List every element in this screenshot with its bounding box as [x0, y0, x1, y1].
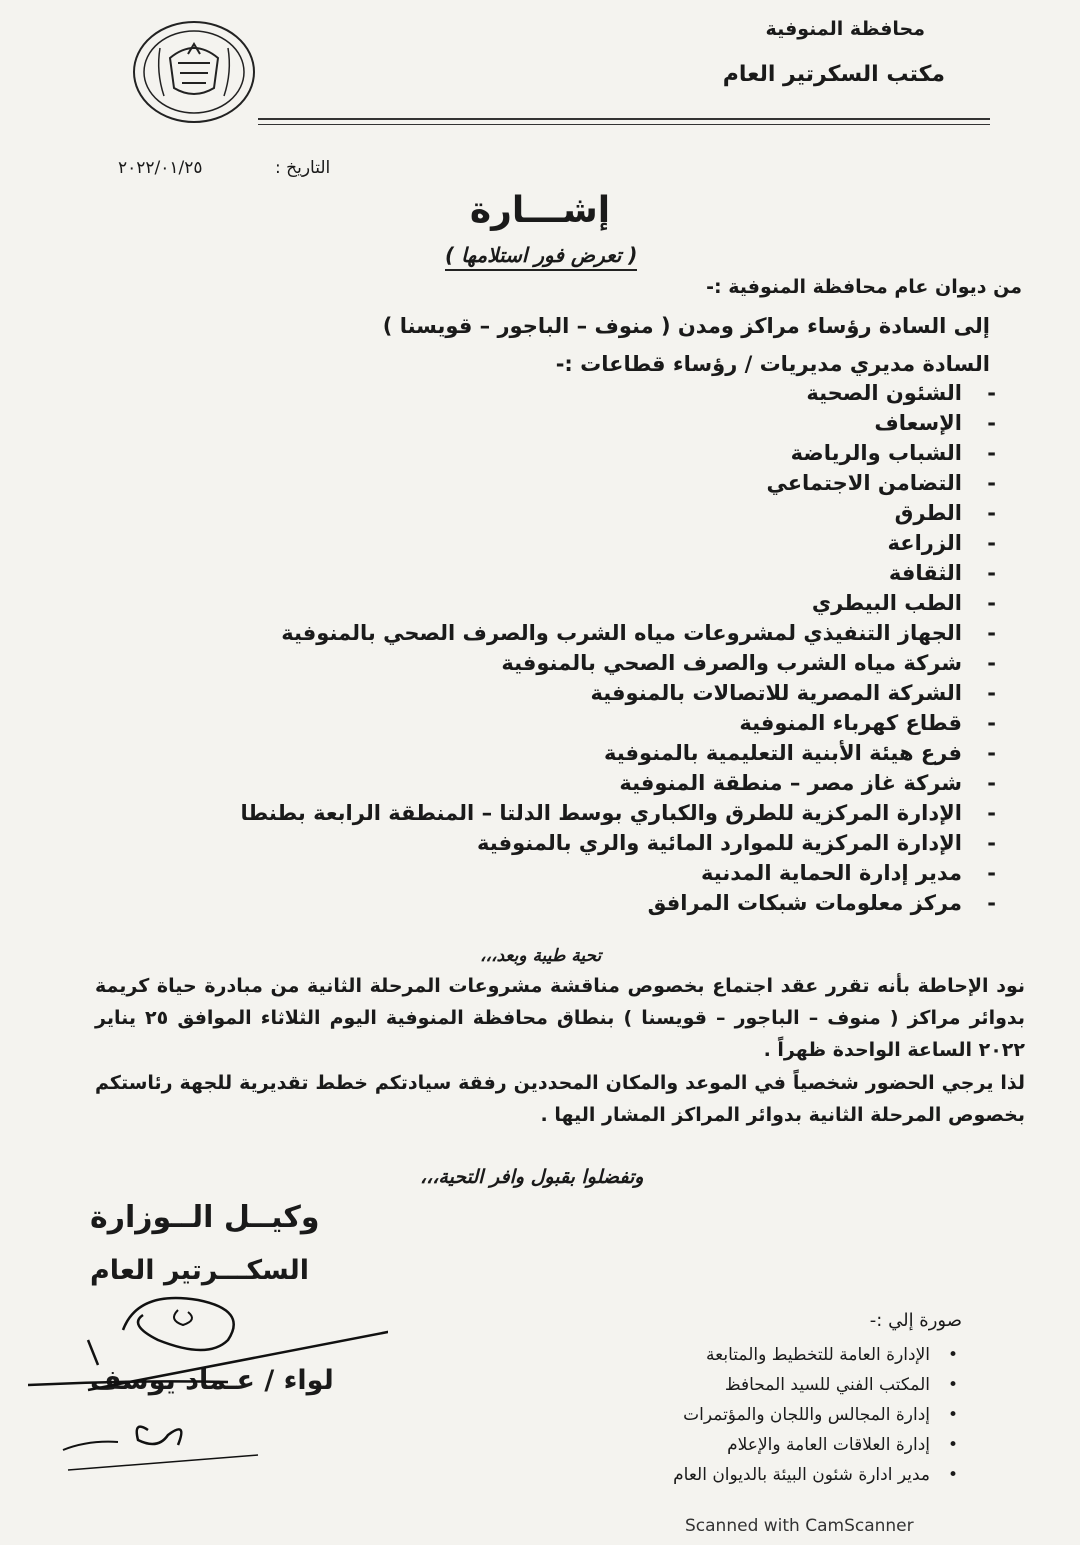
signatory-name: لواء / عـماد يوسف	[90, 1365, 334, 1396]
dash-bullet-icon: -	[987, 381, 996, 405]
date-label: التاريخ :	[275, 158, 331, 178]
list-item: - الإدارة المركزية للموارد المائية والري بالمنوفية	[241, 828, 962, 858]
list-item: - الثقافة	[241, 558, 962, 588]
bullet-icon: •	[947, 1375, 958, 1395]
dash-bullet-icon: -	[987, 681, 996, 705]
dash-bullet-icon: -	[987, 561, 996, 585]
dash-bullet-icon: -	[987, 501, 996, 525]
bullet-icon: •	[947, 1435, 958, 1455]
cc-label: صورة إلي :-	[869, 1310, 962, 1331]
dash-bullet-icon: -	[987, 801, 996, 825]
dash-bullet-icon: -	[987, 711, 996, 735]
list-item: - الشركة المصرية للاتصالات بالمنوفية	[241, 678, 962, 708]
list-item: - الإدارة المركزية للطرق والكباري بوسط الدلتا – المنطقة الرابعة بطنطا	[241, 798, 962, 828]
body-paragraph: لذا يرجي الحضور شخصياً في الموعد والمكان المحددين رفقة سيادتكم خطط تقديرية للجهة رئاستكم بخصوص المرحلة الثانية بدوائر المراكز المشار اليها .	[95, 1072, 1025, 1126]
handwritten-signature-icon	[28, 1270, 388, 1480]
list-item: - مركز معلومات شبكات المرافق	[241, 888, 962, 918]
memo-title: إشـــارة	[469, 190, 611, 231]
from-line: من ديوان عام محافظة المنوفية :-	[706, 276, 1022, 298]
dash-bullet-icon: -	[987, 621, 996, 645]
dash-bullet-icon: -	[987, 471, 996, 495]
list-item: - الزراعة	[241, 528, 962, 558]
list-item: - الطب البيطري	[241, 588, 962, 618]
bullet-icon: •	[947, 1465, 958, 1485]
governorate-seal-icon	[130, 18, 258, 126]
scanner-watermark: Scanned with CamScanner	[685, 1516, 914, 1536]
list-item: - قطاع كهرباء المنوفية	[241, 708, 962, 738]
greeting: تحية طيبة وبعد،،،	[480, 946, 602, 966]
list-item: • إدارة المجالس واللجان والمؤتمرات	[673, 1400, 930, 1430]
list-item: • المكتب الفني للسيد المحافظ	[673, 1370, 930, 1400]
list-item: - فرع هيئة الأبنية التعليمية بالمنوفية	[241, 738, 962, 768]
memo-subtitle: ( تعرض فور استلامها )	[445, 243, 637, 271]
dash-bullet-icon: -	[987, 441, 996, 465]
dash-bullet-icon: -	[987, 531, 996, 555]
header-rule-top	[258, 118, 990, 120]
to-line-directorates: السادة مديري مديريات / رؤساء قطاعات :-	[555, 352, 990, 376]
date-value: ٢٠٢٢/٠١/٢٥	[118, 158, 203, 178]
governorate-name: محافظة المنوفية	[765, 18, 925, 40]
signatory-title: وكيــل الــوزارة	[90, 1200, 320, 1235]
list-item: - الإسعاف	[241, 408, 962, 438]
list-item: • الإدارة العامة للتخطيط والمتابعة	[673, 1340, 930, 1370]
list-item: - التضامن الاجتماعي	[241, 468, 962, 498]
list-item: - الطرق	[241, 498, 962, 528]
to-line: إلى السادة رؤساء مراكز ومدن ( منوف – الباجور – قويسنا )	[382, 314, 990, 338]
body-paragraph: نود الإحاطة بأنه تقرر عقد اجتماع بخصوص مناقشة مشروعات المرحلة الثانية من مبادرة حياة كريمة بدوائر مراكز ( منوف – الباجور – قويسنا ) بنطاق محافظة المنوفية اليوم الثلاثاء الموافق ٢٥ يناير ٢٠٢٢ الساعة الواحدة ظهراً .	[95, 975, 1026, 1061]
header-rule-bottom	[258, 124, 990, 125]
recipient-list	[240, 378, 996, 918]
list-item: - مدير إدارة الحماية المدنية	[241, 858, 962, 888]
dash-bullet-icon: -	[987, 891, 996, 915]
signatory-position: السكـــرتير العام	[90, 1255, 309, 1286]
cc-list	[673, 1340, 958, 1490]
list-item: • إدارة العلاقات العامة والإعلام	[673, 1430, 930, 1460]
list-item: - شركة غاز مصر – منطقة المنوفية	[241, 768, 962, 798]
closing-line: وتفضلوا بقبول وافر التحية،،،	[420, 1166, 644, 1188]
dash-bullet-icon: -	[987, 831, 996, 855]
dash-bullet-icon: -	[987, 771, 996, 795]
bullet-icon: •	[947, 1345, 958, 1365]
list-item: • مدير ادارة شئون البيئة بالديوان العام	[673, 1460, 930, 1490]
list-item: - الجهاز التنفيذي لمشروعات مياه الشرب والصرف الصحي بالمنوفية	[241, 618, 962, 648]
list-item: - شركة مياه الشرب والصرف الصحي بالمنوفية	[241, 648, 962, 678]
list-item: - الشئون الصحية	[241, 378, 962, 408]
dash-bullet-icon: -	[987, 411, 996, 435]
dash-bullet-icon: -	[987, 741, 996, 765]
list-item: - الشباب والرياضة	[241, 438, 962, 468]
dash-bullet-icon: -	[987, 591, 996, 615]
dash-bullet-icon: -	[987, 861, 996, 885]
dash-bullet-icon: -	[987, 651, 996, 675]
office-name: مكتب السكرتير العام	[722, 62, 945, 87]
bullet-icon: •	[947, 1405, 958, 1425]
